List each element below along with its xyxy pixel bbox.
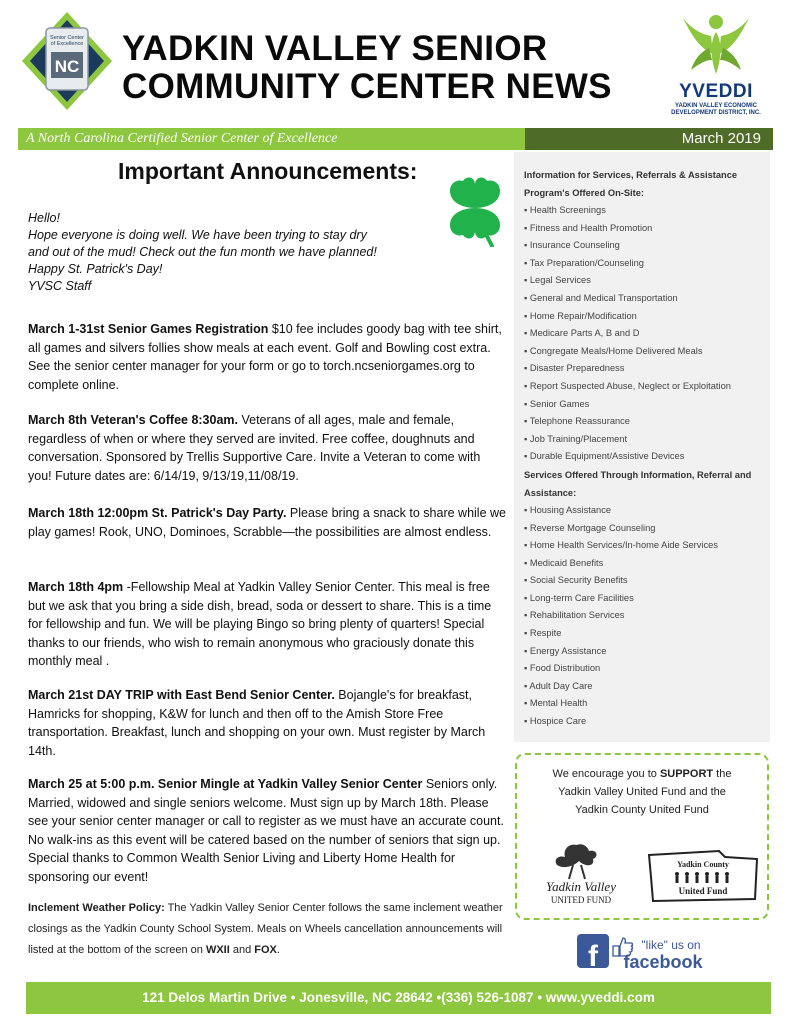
referral-item: ▪ Housing Assistance <box>524 504 612 515</box>
svg-text:United Fund: United Fund <box>678 886 728 896</box>
yadkin-county-united-fund-logo <box>645 847 761 905</box>
referral-services-list <box>524 502 764 731</box>
announcement-day-trip: March 21st DAY TRIP with East Bend Senior Center. Bojangle's for breakfast, Hamricks for shopping, K&W for lunch and then off to the Amish Store Free transportation. Breakfast, lunch and shopping on your own. Must register by March 14th. <box>28 688 486 758</box>
onsite-item: ▪ General and Medical Transportation <box>524 292 678 303</box>
services-sidebar <box>514 152 770 742</box>
referral-item: ▪ Mental Health <box>524 698 588 709</box>
onsite-item: ▪ Insurance Counseling <box>524 240 620 251</box>
svg-text:Senior Center: Senior Center <box>50 35 84 41</box>
footer-contact-bar: 121 Delos Martin Drive • Jonesville, NC 28642 •(336) 526-1087 • www.yveddi.com <box>26 982 771 1014</box>
united-fund-message: We encourage you to SUPPORT the Yadkin Valley United Fund and the Yadkin County United Fund <box>552 768 732 816</box>
greeting-message: Hello! Hope everyone is doing well. We have been trying to stay dry and out of the mud! Check out the fun month we have planned! Happy St. Patrick's Day! YVSC Staff <box>28 211 377 293</box>
referral-item: ▪ Social Security Benefits <box>524 575 628 586</box>
referral-item: ▪ Respite <box>524 628 562 639</box>
yveddi-figure-icon <box>681 14 751 76</box>
svg-text:Yadkin Valley: Yadkin Valley <box>546 879 616 894</box>
onsite-item: ▪ Legal Services <box>524 275 591 286</box>
newsletter-title <box>122 30 642 106</box>
yveddi-subtitle: YADKIN VALLEY ECONOMIC DEVELOPMENT DISTRICT, INC. <box>671 103 761 116</box>
onsite-item: ▪ Durable Equipment/Assistive Devices <box>524 451 685 462</box>
onsite-item: ▪ Report Suspected Abuse, Neglect or Exploitation <box>524 380 731 391</box>
onsite-item: ▪ Job Training/Placement <box>524 433 628 444</box>
yveddi-logo <box>655 14 777 122</box>
onsite-item: ▪ Telephone Reassurance <box>524 416 630 427</box>
yadkin-valley-united-fund-logo <box>533 841 629 907</box>
senior-center-excellence-badge <box>20 10 114 112</box>
referral-item: ▪ Reverse Mortgage Counseling <box>524 522 656 533</box>
onsite-item: ▪ Senior Games <box>524 398 590 409</box>
announcement-st-patricks-party: March 18th 12:00pm St. Patrick's Day Party. Please bring a snack to share while we play games! Rook, UNO, Dominoes, Scrabble—the possibilities are almost endless. <box>28 506 506 539</box>
onsite-item: ▪ Tax Preparation/Counseling <box>524 257 644 268</box>
referral-item: ▪ Hospice Care <box>524 716 587 727</box>
sidebar-heading-referral: Services Offered Through Information, Referral and Assistance: <box>524 469 752 498</box>
four-leaf-clover-icon <box>440 172 510 247</box>
onsite-programs-list <box>524 202 764 466</box>
onsite-item: ▪ Fitness and Health Promotion <box>524 222 653 233</box>
announcement-senior-games: March 1-31st Senior Games Registration $10 fee includes goody bag with tee shirt, all games and silvers follies show meals at each event. Golf and Bowling cost extra. See the senior center manager for your form or go to torch.ncseniorgames.org to complete online. <box>28 322 502 392</box>
referral-item: ▪ Energy Assistance <box>524 645 607 656</box>
referral-item: ▪ Medicaid Benefits <box>524 557 604 568</box>
announcements-heading: Important Announcements: <box>118 158 418 184</box>
svg-text:"like" us on: "like" us on <box>641 938 701 952</box>
onsite-item: ▪ Congregate Meals/Home Delivered Meals <box>524 345 703 356</box>
banner-tagline: A North Carolina Certified Senior Center of Excellence <box>18 128 525 150</box>
onsite-item: ▪ Home Repair/Modification <box>524 310 637 321</box>
svg-text:f: f <box>588 940 598 972</box>
svg-text:Yadkin County: Yadkin County <box>677 860 729 869</box>
announcement-veterans-coffee: March 8th Veteran's Coffee 8:30am. Veterans of all ages, male and female, regardless of when or where they served are invited. Free coffee, doughnuts and conversation. Sponsored by Trellis Supportive Care. Invite a Veteran to come with you! Future dates are: 6/14/19, 9/13/19,11/08/19. <box>28 413 481 483</box>
announcement-senior-mingle: March 25 at 5:00 p.m. Senior Mingle at Yadkin Valley Senior Center Seniors only. Married, widowed and single seniors welcome. Must sign up by March 18th. Please see your senior center manager or call to register as we must have an accurate count. No walk-ins as this event will be catered based on the number of seniors that sign up. Special thanks to Common Wealth Senior Living and Liberty Home Health for sponsoring our event! <box>28 777 504 884</box>
onsite-item: ▪ Health Screenings <box>524 205 606 215</box>
referral-item: ▪ Food Distribution <box>524 663 601 674</box>
title-line-2: COMMUNITY CENTER NEWS <box>122 67 612 106</box>
referral-item: ▪ Home Health Services/In-home Aide Services <box>524 540 718 551</box>
onsite-item: ▪ Disaster Preparedness <box>524 363 625 374</box>
svg-text:UNITED FUND: UNITED FUND <box>550 895 612 905</box>
sidebar-heading-info: Information for Services, Referrals & Assistance <box>524 170 738 180</box>
inclement-weather-policy: Inclement Weather Policy: The Yadkin Valley Senior Center follows the same inclement weather closings as the Yadkin County School System. Meals on Wheels cancellation announcements will listed at the bottom of the screen on WXII and FOX. <box>28 902 503 956</box>
referral-item: ▪ Long-term Care Facilities <box>524 592 634 603</box>
svg-text:NC: NC <box>54 57 80 76</box>
issue-date: March 2019 <box>525 128 773 150</box>
referral-item: ▪ Rehabilitation Services <box>524 610 625 621</box>
title-line-1: YADKIN VALLEY SENIOR <box>122 29 548 68</box>
sidebar-heading-onsite: Program's Offered On-Site: <box>524 188 644 198</box>
svg-text:of Excellence: of Excellence <box>50 41 84 47</box>
united-fund-box <box>515 753 769 920</box>
yveddi-name: YVEDDI <box>679 81 753 102</box>
facebook-like-link[interactable] <box>575 930 715 972</box>
referral-item: ▪ Adult Day Care <box>524 680 593 691</box>
onsite-item: ▪ Medicare Parts A, B and D <box>524 328 640 339</box>
header-banner <box>18 128 773 150</box>
svg-text:facebook: facebook <box>623 952 703 972</box>
announcement-fellowship-meal: March 18th 4pm -Fellowship Meal at Yadkin Valley Senior Center. This meal is free but we ask that you bring a side dish, bread, soda or dessert to share. This is a time for fellowship and fun. We will be playing Bingo so bring plenty of quarters! Special thanks to our friends, who wish to remain anonymous who graciously donate this monthly meal . <box>28 580 492 668</box>
